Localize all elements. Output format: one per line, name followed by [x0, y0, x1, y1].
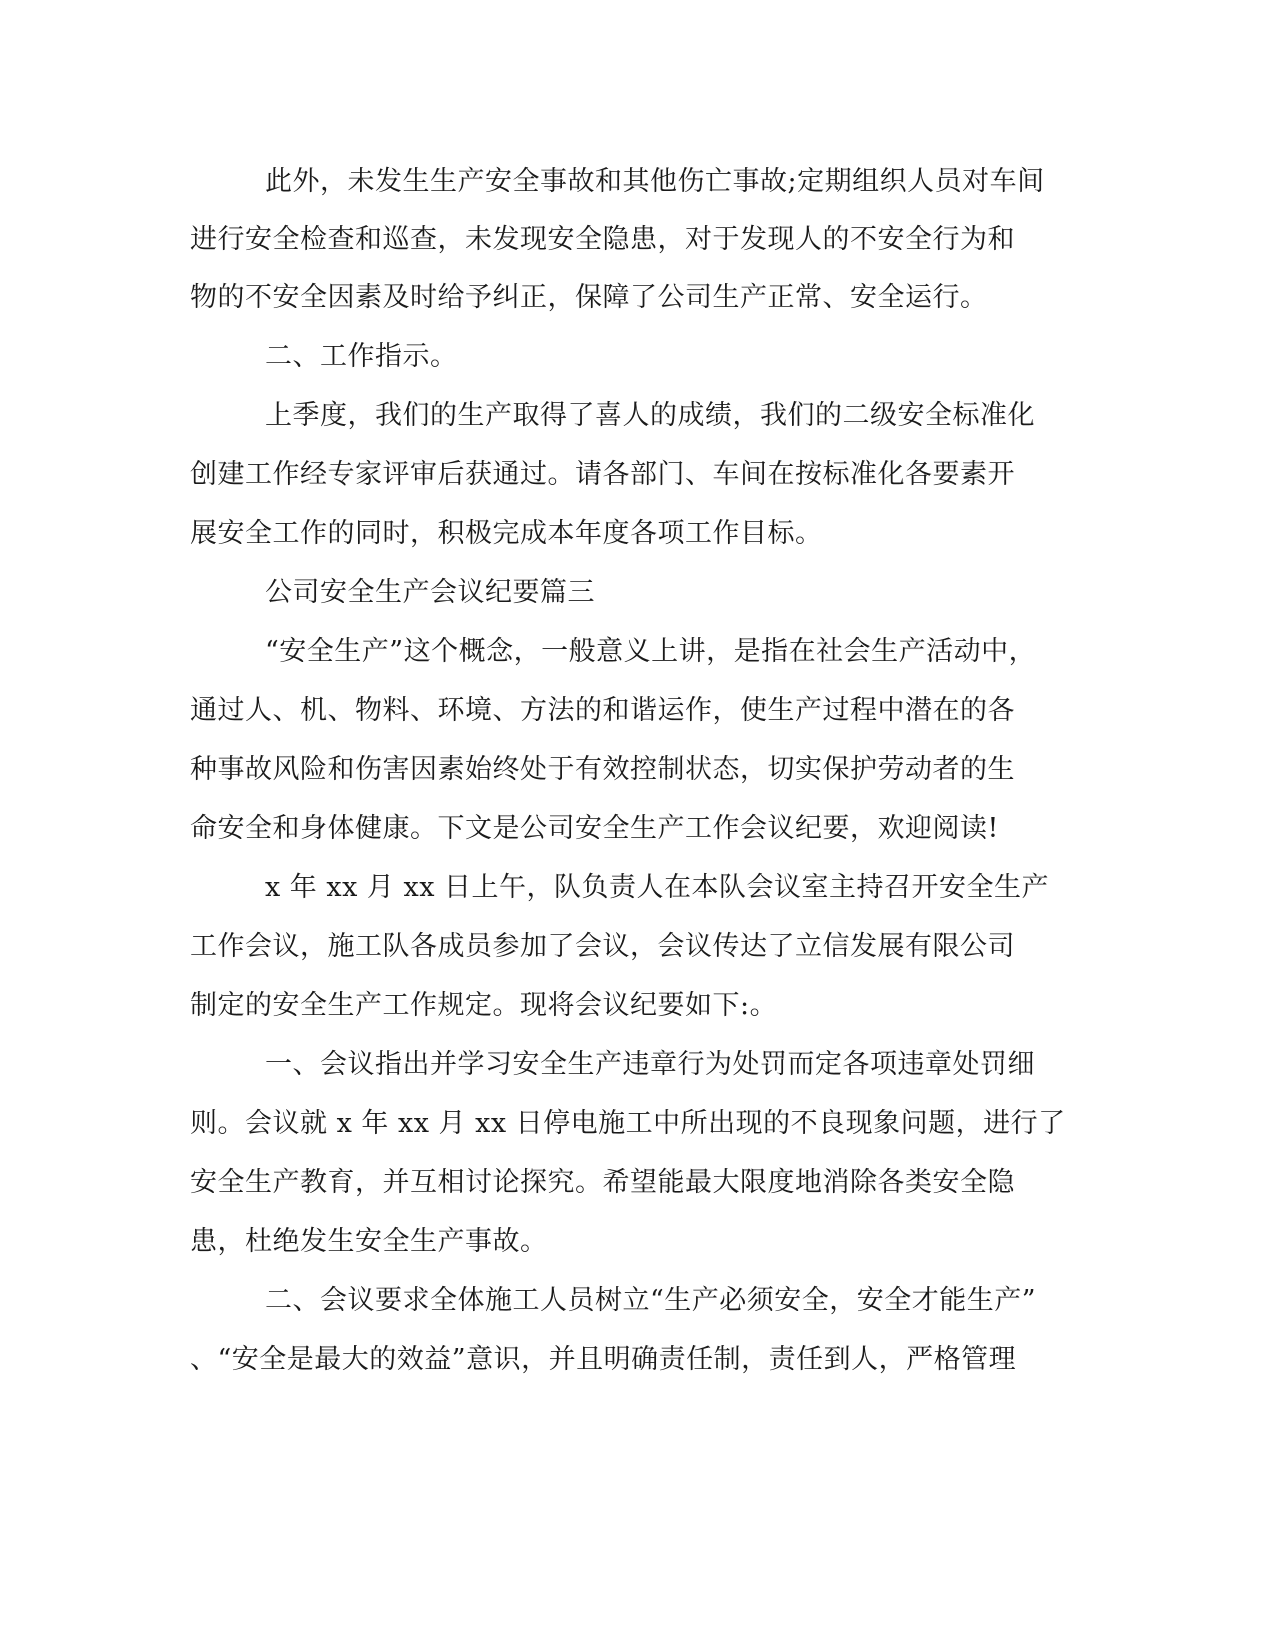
- text-line: 创建工作经专家评审后获通过。请各部门、车间在按标准化各要素开: [190, 459, 1015, 490]
- text-line: 上季度，我们的生产取得了喜人的成绩，我们的二级安全标准化: [265, 400, 1035, 431]
- section-title: 公司安全生产会议纪要篇三: [265, 577, 595, 608]
- text-line: 则。会议就 x 年 xx 月 xx 日停电施工中所出现的不良现象问题，进行了: [190, 1108, 1066, 1139]
- text-line: 物的不安全因素及时给予纠正，保障了公司生产正常、安全运行。: [190, 282, 988, 313]
- text-line: 展安全工作的同时，积极完成本年度各项工作目标。: [190, 518, 823, 549]
- text-line: 、“安全是最大的效益”意识，并且明确责任制，责任到人，严格管理: [190, 1344, 1017, 1375]
- text-line: 安全生产教育，并互相讨论探究。希望能最大限度地消除各类安全隐: [190, 1167, 1015, 1198]
- text-line: “安全生产”这个概念，一般意义上讲，是指在社会生产活动中，: [265, 636, 1037, 667]
- text-line: 一、会议指出并学习安全生产违章行为处罚而定各项违章处罚细: [265, 1049, 1035, 1080]
- text-line: 通过人、机、物料、环境、方法的和谐运作，使生产过程中潜在的各: [190, 695, 1015, 726]
- text-line: 制定的安全生产工作规定。现将会议纪要如下:。: [190, 990, 778, 1021]
- text-line: 命安全和身体健康。下文是公司安全生产工作会议纪要，欢迎阅读!: [190, 813, 999, 844]
- text-line: 工作会议，施工队各成员参加了会议，会议传达了立信发展有限公司: [190, 931, 1015, 962]
- text-line: 进行安全检查和巡查，未发现安全隐患，对于发现人的不安全行为和: [190, 224, 1015, 255]
- text-line: 患，杜绝发生安全生产事故。: [190, 1226, 548, 1257]
- section-heading: 二、工作指示。: [265, 341, 458, 372]
- text-line: 二、会议要求全体施工人员树立“生产必须安全，安全才能生产”: [265, 1285, 1037, 1316]
- text-line: 种事故风险和伤害因素始终处于有效控制状态，切实保护劳动者的生: [190, 754, 1015, 785]
- text-line: 此外，未发生生产安全事故和其他伤亡事故;定期组织人员对车间: [265, 166, 1045, 197]
- text-line: x 年 xx 月 xx 日上午，队负责人在本队会议室主持召开安全生产: [265, 872, 1050, 903]
